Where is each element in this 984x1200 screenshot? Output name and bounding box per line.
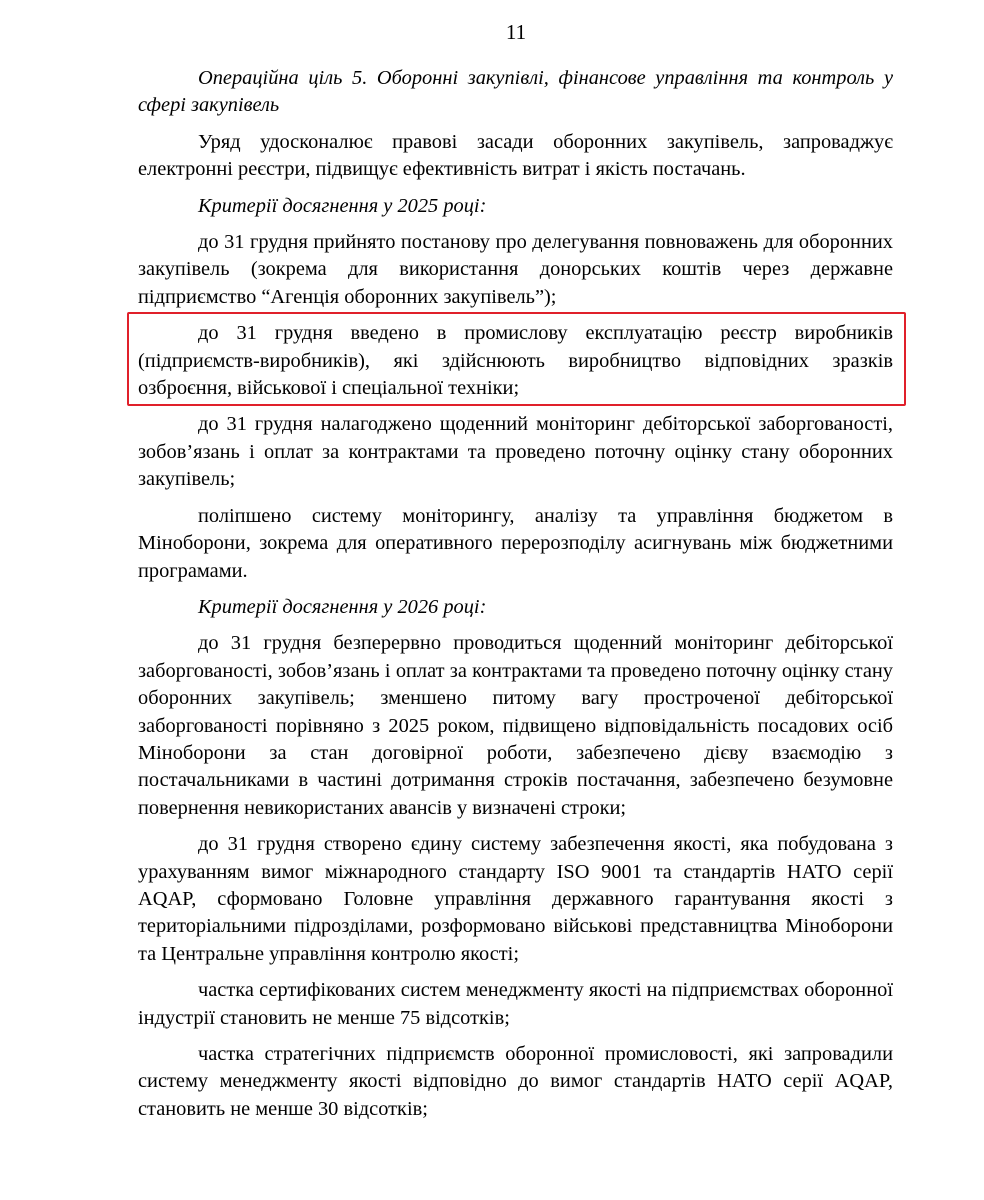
criteria-2025-item: до 31 грудня прийнято постанову про делегування повноважень для оборонних закупівель (зокрема для використання донорських коштів через державне підприємство “Агенція оборонних закупівель”); [138,231,893,308]
criteria-2025-heading: Критерії досягнення у 2025 році: [198,194,487,217]
criteria-2025-item: поліпшено систему моніторингу, аналізу та управління бюджетом в Міноборони, зокрема для оперативного перерозподілу асигнувань між бюджетними програмами. [138,504,893,582]
highlighted-paragraph [138,320,893,402]
criteria-2026-item: до 31 грудня безперервно проводиться щоденний моніторинг дебіторської заборгованості, зобов’язань і оплат за контрактами та проведено поточну оцінку стану оборонних закупівель; зменшено питому вагу простроченої дебіторської заборгованості порівняно з 2025 роком, підвищено відповідальність посадових осіб Міноборони за стан договірної роботи, забезпечено дієву взаємодію з постачальниками в частині дотримання строків постачання, забезпечено безумовне повернення невикористаних авансів у визначені строки; [138,632,893,819]
criteria-2026-item: частка сертифікованих систем менеджменту якості на підприємствах оборонної індустрії становить не менше 75 відсотків; [138,979,893,1029]
page-number: 11 [505,20,527,44]
criteria-2026-item: до 31 грудня створено єдину систему забезпечення якості, яка побудована з урахуванням вимог міжнародного стандарту ISO 9001 та стандартів НАТО серії AQAP, сформовано Головне управління державного гарантування якості з територіальними підрозділами, розформовано військові представництва Міноборони та Центральне управління контролю якості; [138,833,893,965]
goal-heading: Операційна ціль 5. Оборонні закупівлі, фінансове управління та контроль у сфері закупівель [138,67,893,117]
criteria-2025-item: до 31 грудня налагоджено щоденний моніторинг дебіторської заборгованості, зобов’язань і оплат за контрактами та проведено поточну оцінку стану оборонних закупівель; [138,413,893,491]
criteria-2026-heading: Критерії досягнення у 2026 році: [198,595,487,618]
criteria-2026-item: частка стратегічних підприємств оборонної промисловості, які запровадили систему менеджменту якості відповідно до вимог стандартів НАТО серії AQAP, становить не менше 30 відсотків; [138,1043,893,1120]
document-body [138,65,893,1132]
goal-intro: Уряд удосконалює правові засади оборонних закупівель, запроваджує електронні реєстри, підвищує ефективність витрат і якість постачань. [138,130,893,181]
criteria-2025-item: до 31 грудня введено в промислову експлуатацію реєстр виробників (підприємств-виробників), які здійснюють виробництво відповідних зразків озброєння, військової і спеціальної техніки; [138,322,893,400]
